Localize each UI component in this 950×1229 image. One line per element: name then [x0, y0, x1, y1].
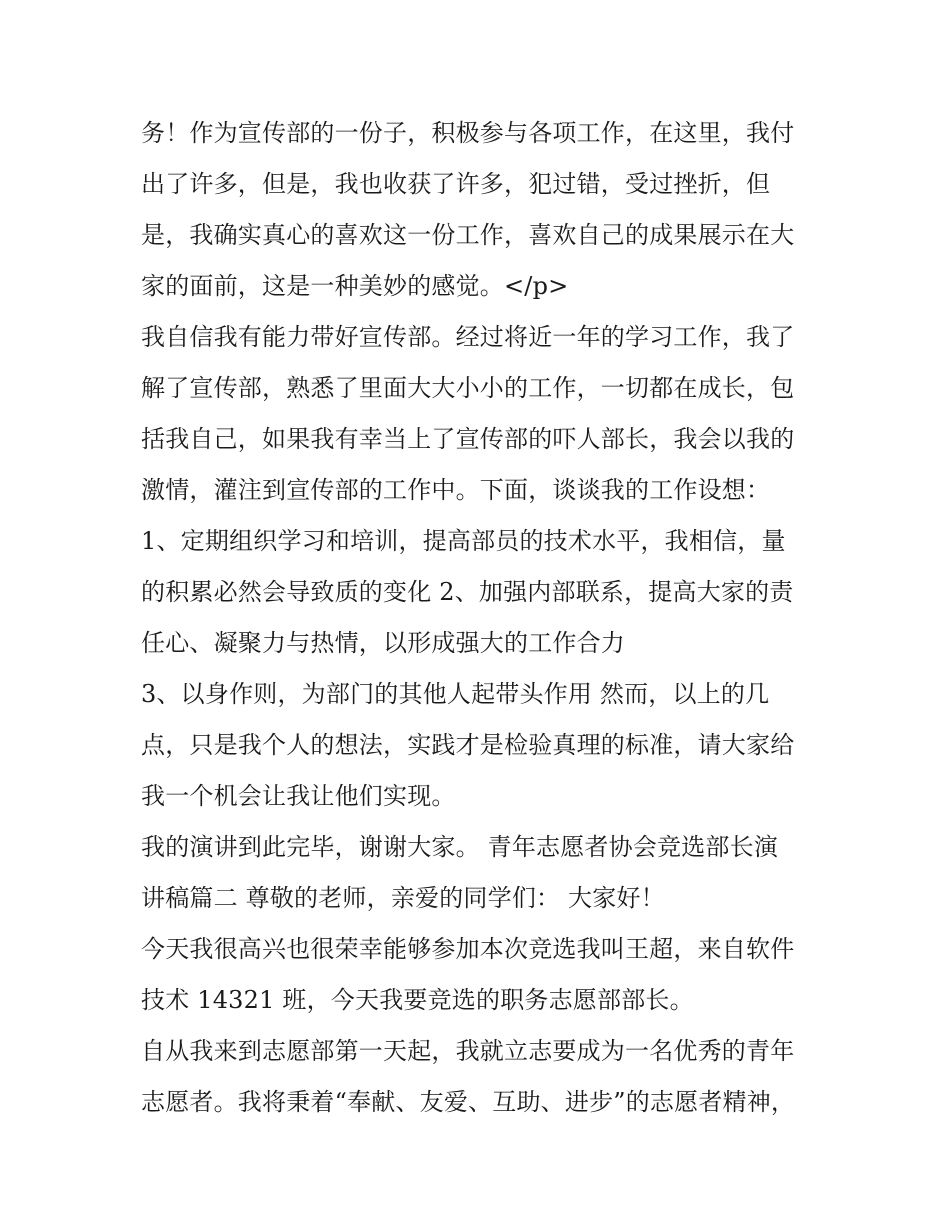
text-line: 自从我来到志愿部第一天起，我就立志要成为一名优秀的青年: [141, 1037, 795, 1065]
text-line: 3、以身作则，为部门的其他人起带头作用 然而，以上的几: [141, 680, 770, 708]
text-line: 括我自己，如果我有幸当上了宣传部的吓人部长，我会以我的: [141, 425, 795, 453]
text-line: 务！作为宣传部的一份子，积极参与各项工作，在这里，我付: [141, 119, 795, 147]
text-line: 我自信我有能力带好宣传部。经过将近一年的学习工作，我了: [141, 323, 795, 351]
document-page: [141, 108, 813, 1128]
text-line: 家的面前，这是一种美妙的感觉。</p>: [141, 272, 569, 300]
text-line: 的积累必然会导致质的变化 2、加强内部联系，提高大家的责: [141, 578, 794, 606]
text-line: 任心、凝聚力与热情，以形成强大的工作合力: [141, 629, 625, 657]
text-line: 出了许多，但是，我也收获了许多，犯过错，受过挫折，但: [141, 170, 771, 198]
text-line: 点，只是我个人的想法，实践才是检验真理的标准，请大家给: [141, 731, 795, 759]
text-line: 是，我确实真心的喜欢这一份工作，喜欢自己的成果展示在大: [141, 221, 795, 249]
text-line: 志愿者。我将秉着“奉献、友爱、互助、进步”的志愿者精神，: [141, 1088, 796, 1116]
text-line: 解了宣传部，熟悉了里面大大小小的工作，一切都在成长，包: [141, 374, 795, 402]
text-line: 我的演讲到此完毕，谢谢大家。 青年志愿者协会竞选部长演: [141, 833, 779, 861]
text-line: 今天我很高兴也很荣幸能够参加本次竞选我叫王超，来自软件: [141, 935, 795, 963]
text-line: 技术 14321 班，今天我要竞选的职务志愿部部长。: [141, 986, 694, 1014]
text-line: 激情，灌注到宣传部的工作中。下面，谈谈我的工作设想：: [141, 476, 771, 504]
text-line: 1、定期组织学习和培训，提高部员的技术水平，我相信，量: [141, 527, 786, 555]
text-line: 我一个机会让我让他们实现。: [141, 782, 456, 810]
text-line: 讲稿篇二 尊敬的老师，亲爱的同学们： 大家好！: [141, 884, 665, 912]
